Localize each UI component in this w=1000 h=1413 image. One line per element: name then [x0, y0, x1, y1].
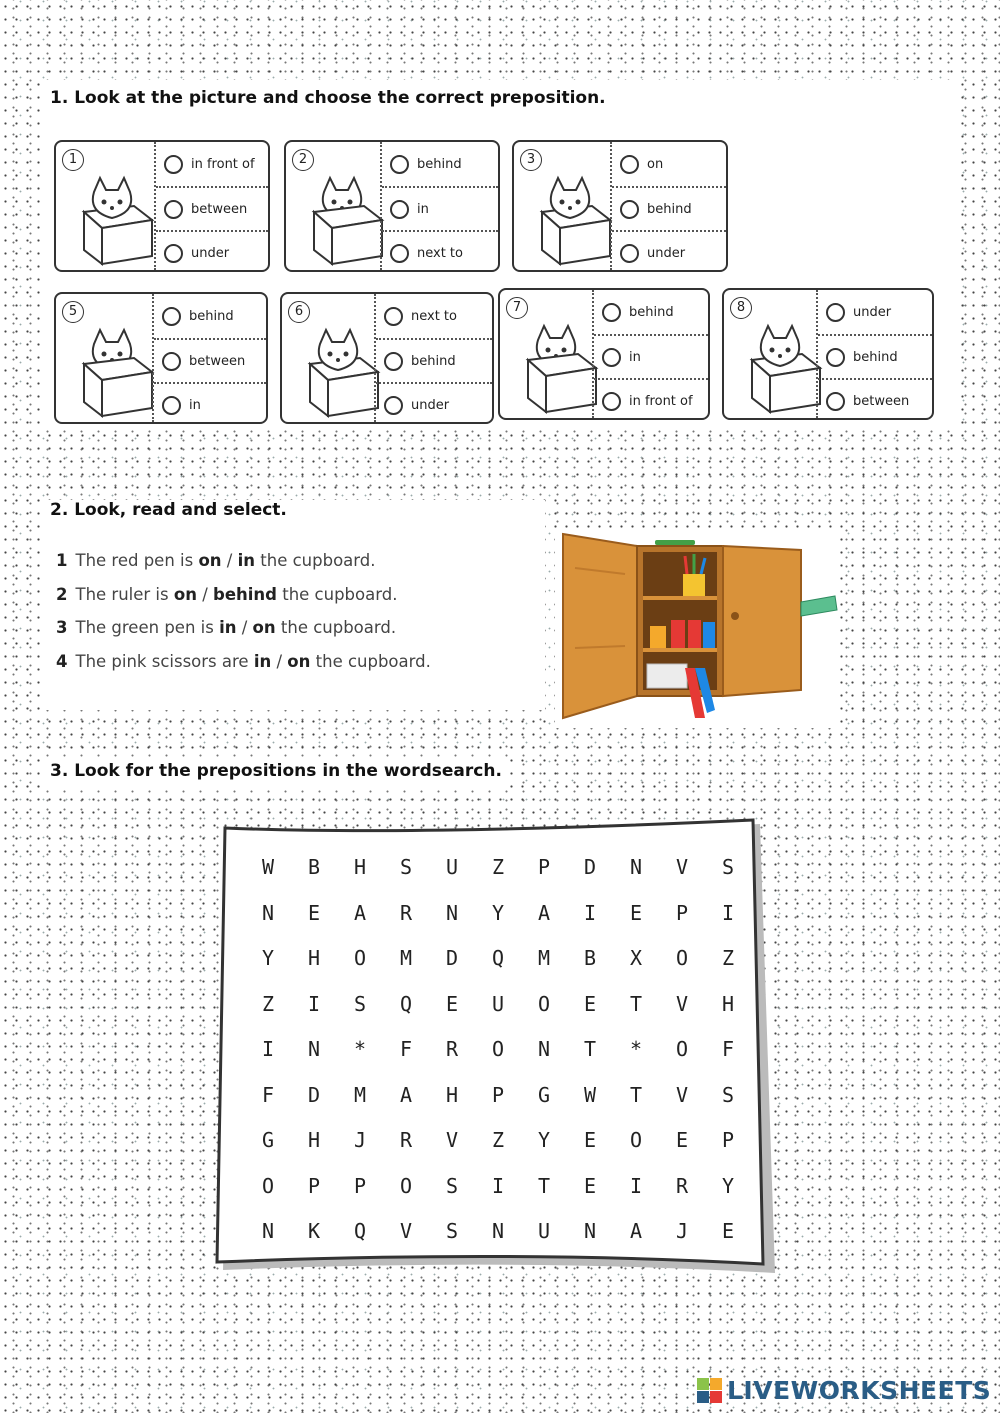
grid-cell[interactable]: N	[583, 1219, 597, 1243]
fox-box-illustration	[290, 324, 385, 425]
grid-cell[interactable]: V	[445, 1128, 459, 1152]
grid-cell[interactable]: V	[675, 1082, 689, 1107]
grid-cell[interactable]: U	[537, 1219, 551, 1243]
option-label: between	[853, 393, 910, 409]
sentence-number: 3	[56, 618, 68, 637]
option-row[interactable]	[376, 294, 492, 338]
option-row[interactable]	[612, 186, 726, 230]
option-label: behind	[411, 353, 456, 369]
option-label: in	[189, 397, 201, 413]
option-row[interactable]	[594, 378, 708, 422]
option-row[interactable]	[154, 294, 266, 338]
option-label: behind	[629, 304, 674, 320]
grid-cell[interactable]: O	[353, 946, 367, 970]
choice-option[interactable]: on	[173, 584, 197, 604]
choice-option[interactable]: on	[287, 651, 311, 671]
grid-cell[interactable]: T	[583, 1037, 597, 1061]
choice-option[interactable]: behind	[213, 584, 277, 604]
card-number: 6	[288, 301, 310, 323]
sentence-text: The red pen is	[75, 551, 199, 570]
option-label: behind	[647, 201, 692, 217]
grid-cell[interactable]: Y	[537, 1128, 551, 1152]
liveworksheets-logo-text: LIVEWORKSHEETS	[727, 1376, 992, 1405]
sentence-text: the cupboard.	[275, 618, 397, 637]
grid-cell[interactable]: O	[675, 946, 689, 970]
grid-cell[interactable]: M	[537, 946, 551, 970]
radio-button[interactable]	[162, 396, 181, 415]
grid-cell[interactable]: H	[307, 1128, 321, 1152]
grid-cell[interactable]: O	[399, 1173, 413, 1198]
grid-cell[interactable]: H	[353, 855, 367, 879]
exercise-card-2	[284, 140, 500, 272]
grid-cell[interactable]: Q	[491, 946, 505, 970]
grid-cell[interactable]: Y	[261, 946, 275, 970]
sentence-4	[56, 652, 431, 671]
grid-cell[interactable]: E	[307, 900, 321, 925]
sentence-2	[56, 585, 397, 604]
card-options	[374, 294, 492, 422]
radio-button[interactable]	[384, 396, 403, 415]
grid-cell[interactable]: G	[261, 1128, 275, 1152]
sentence-text: the cupboard.	[310, 651, 431, 671]
radio-button[interactable]	[164, 200, 183, 219]
grid-cell[interactable]: G	[537, 1082, 551, 1107]
option-row[interactable]	[376, 382, 492, 426]
exercise-card-5	[54, 292, 268, 424]
choice-separator: /	[196, 584, 214, 604]
grid-cell[interactable]: T	[537, 1173, 551, 1198]
grid-cell[interactable]: N	[445, 900, 459, 925]
sentence-1	[56, 551, 376, 570]
grid-cell[interactable]: J	[353, 1128, 367, 1152]
grid-cell[interactable]: O	[261, 1173, 275, 1198]
grid-cell[interactable]: O	[537, 991, 551, 1016]
grid-cell[interactable]: A	[537, 900, 551, 925]
liveworksheets-logo	[697, 1376, 991, 1405]
choice-option[interactable]: in	[253, 651, 272, 671]
grid-cell[interactable]: M	[353, 1082, 367, 1107]
grid-cell[interactable]: I	[721, 900, 735, 925]
radio-button[interactable]	[602, 303, 621, 322]
grid-cell[interactable]: E	[721, 1219, 735, 1243]
grid-cell[interactable]: T	[629, 1082, 643, 1107]
radio-button[interactable]	[620, 155, 639, 174]
grid-cell[interactable]: N	[491, 1219, 505, 1243]
card-options	[592, 290, 708, 418]
grid-cell[interactable]: E	[629, 900, 643, 925]
grid-cell[interactable]: F	[261, 1082, 275, 1107]
grid-cell[interactable]: V	[675, 855, 689, 879]
option-row[interactable]	[156, 142, 268, 186]
grid-cell[interactable]: P	[537, 855, 551, 879]
choice-separator: /	[271, 651, 288, 671]
grid-cell[interactable]: A	[629, 1219, 643, 1243]
card-number: 8	[730, 297, 752, 319]
fox-box-illustration	[508, 320, 603, 421]
grid-cell[interactable]: P	[491, 1082, 505, 1107]
grid-cell[interactable]: H	[307, 946, 321, 970]
choice-separator: /	[236, 618, 253, 637]
radio-button[interactable]	[602, 348, 621, 367]
fox-box-illustration	[64, 172, 159, 273]
option-label: next to	[411, 308, 457, 324]
grid-cell[interactable]: R	[399, 1128, 413, 1152]
grid-cell[interactable]: A	[353, 900, 367, 925]
grid-cell[interactable]: N	[307, 1037, 321, 1061]
liveworksheets-logo-icon	[697, 1378, 723, 1404]
card-number: 7	[506, 297, 528, 319]
option-row[interactable]	[382, 186, 498, 230]
grid-cell[interactable]: W	[583, 1082, 597, 1107]
option-label: in	[629, 349, 641, 365]
radio-button[interactable]	[826, 348, 845, 367]
card-options	[152, 294, 266, 422]
radio-button[interactable]	[162, 352, 181, 371]
grid-cell[interactable]: *	[353, 1037, 367, 1061]
option-label: on	[647, 156, 664, 172]
fox-box-illustration	[64, 324, 159, 425]
grid-cell[interactable]: N	[261, 900, 275, 925]
option-label: in	[417, 201, 429, 217]
choice-option[interactable]: in	[237, 551, 256, 570]
grid-cell[interactable]: *	[629, 1037, 643, 1061]
grid-cell[interactable]: E	[583, 1128, 597, 1152]
option-row[interactable]	[154, 382, 266, 426]
section3-title: 3. Look for the prepositions in the wordsearch.	[44, 761, 508, 781]
sentence-text: the cupboard.	[276, 584, 398, 604]
grid-cell[interactable]: Y	[491, 900, 505, 925]
option-label: in front of	[629, 393, 693, 409]
grid-cell[interactable]: N	[261, 1219, 275, 1243]
grid-cell[interactable]: Z	[491, 1128, 505, 1152]
radio-button[interactable]	[390, 244, 409, 263]
grid-cell[interactable]: A	[399, 1082, 413, 1107]
grid-cell[interactable]: D	[583, 855, 597, 879]
fox-box-illustration	[522, 172, 617, 273]
radio-button[interactable]	[384, 307, 403, 326]
exercise-card-1	[54, 140, 270, 272]
radio-button[interactable]	[164, 244, 183, 263]
option-row[interactable]	[818, 378, 932, 422]
card-options	[380, 142, 498, 270]
option-label: behind	[853, 349, 898, 365]
section1-title: 1. Look at the picture and choose the correct preposition.	[44, 88, 612, 108]
option-row[interactable]	[382, 230, 498, 274]
section2-band	[40, 500, 545, 710]
radio-button[interactable]	[620, 244, 639, 263]
sentence-text: the cupboard.	[255, 551, 376, 570]
card-number: 1	[62, 149, 84, 171]
grid-cell[interactable]: E	[675, 1128, 689, 1152]
grid-cell[interactable]: I	[583, 900, 597, 925]
radio-button[interactable]	[826, 303, 845, 322]
grid-cell[interactable]: I	[629, 1173, 643, 1198]
grid-cell[interactable]: N	[629, 855, 643, 879]
grid-cell[interactable]: V	[399, 1219, 413, 1243]
grid-cell[interactable]: E	[445, 991, 459, 1016]
grid-cell[interactable]: K	[307, 1219, 321, 1243]
grid-cell[interactable]: R	[399, 900, 413, 925]
grid-cell[interactable]: Z	[261, 991, 275, 1016]
radio-button[interactable]	[164, 155, 183, 174]
exercise-card-8	[722, 288, 934, 420]
option-row[interactable]	[818, 334, 932, 378]
grid-cell[interactable]: I	[261, 1037, 275, 1061]
option-label: under	[647, 245, 686, 261]
grid-cell[interactable]: B	[307, 855, 321, 879]
radio-button[interactable]	[162, 307, 181, 326]
option-label: behind	[189, 308, 234, 324]
fox-box-illustration	[732, 320, 827, 421]
fox-box-illustration	[294, 172, 389, 273]
sentence-number: 1	[56, 551, 68, 570]
grid-cell[interactable]: Q	[399, 991, 413, 1016]
option-row[interactable]	[612, 142, 726, 186]
option-row[interactable]	[382, 142, 498, 186]
cupboard-image	[555, 528, 840, 728]
option-label: next to	[417, 245, 463, 261]
section2-title: 2. Look, read and select.	[44, 500, 293, 520]
radio-button[interactable]	[384, 352, 403, 371]
choice-separator: /	[221, 551, 238, 570]
grid-cell[interactable]: M	[399, 946, 413, 970]
option-row[interactable]	[612, 230, 726, 274]
option-row[interactable]	[376, 338, 492, 382]
grid-cell[interactable]: U	[491, 991, 505, 1016]
radio-button[interactable]	[390, 200, 409, 219]
option-label: behind	[417, 156, 462, 172]
grid-cell[interactable]: F	[399, 1037, 413, 1061]
grid-cell[interactable]: I	[491, 1173, 505, 1198]
grid-cell[interactable]: Z	[721, 946, 735, 970]
sentence-text: The green pen is	[75, 618, 220, 637]
grid-cell[interactable]: R	[445, 1037, 459, 1061]
option-label: under	[853, 304, 892, 320]
choice-option[interactable]: on	[198, 551, 222, 570]
grid-cell[interactable]: F	[721, 1037, 735, 1061]
card-number: 3	[520, 149, 542, 171]
grid-cell[interactable]: H	[445, 1082, 459, 1107]
grid-cell[interactable]: Q	[353, 1219, 367, 1243]
grid-cell[interactable]: N	[537, 1037, 551, 1061]
choice-option[interactable]: in	[219, 618, 237, 637]
option-row[interactable]	[154, 338, 266, 382]
exercise-card-6	[280, 292, 494, 424]
card-options	[610, 142, 726, 270]
exercise-card-3	[512, 140, 728, 272]
sentence-text: The ruler is	[75, 584, 174, 604]
option-row[interactable]	[818, 290, 932, 334]
card-options	[154, 142, 268, 270]
grid-cell[interactable]: B	[583, 946, 597, 970]
grid-cell[interactable]: H	[721, 991, 735, 1016]
option-label: in front of	[191, 156, 255, 172]
grid-cell[interactable]: J	[675, 1219, 689, 1243]
grid-cell[interactable]: S	[445, 1219, 459, 1243]
grid-cell[interactable]: D	[445, 946, 459, 970]
option-row[interactable]	[594, 290, 708, 334]
grid-cell[interactable]: P	[721, 1128, 735, 1152]
option-row[interactable]	[156, 186, 268, 230]
option-label: under	[411, 397, 450, 413]
option-row[interactable]	[156, 230, 268, 274]
radio-button[interactable]	[620, 200, 639, 219]
option-label: under	[191, 245, 230, 261]
grid-cell[interactable]: U	[445, 855, 459, 879]
grid-cell[interactable]: Z	[491, 855, 505, 879]
grid-cell[interactable]: X	[629, 946, 643, 970]
grid-cell[interactable]: S	[445, 1173, 459, 1198]
option-row[interactable]	[594, 334, 708, 378]
grid-cell[interactable]: E	[583, 1173, 597, 1198]
grid-cell[interactable]: V	[675, 991, 689, 1016]
grid-cell[interactable]: O	[675, 1037, 689, 1061]
grid-cell[interactable]: D	[307, 1082, 321, 1107]
grid-cell[interactable]: S	[721, 855, 735, 879]
radio-button[interactable]	[826, 392, 845, 411]
option-label: between	[191, 201, 248, 217]
grid-cell[interactable]: R	[675, 1173, 689, 1198]
sentence-number: 2	[56, 584, 68, 604]
grid-cell[interactable]: S	[353, 991, 367, 1016]
radio-button[interactable]	[602, 392, 621, 411]
card-options	[816, 290, 932, 418]
grid-cell[interactable]: P	[353, 1173, 367, 1198]
exercise-card-7	[498, 288, 710, 420]
grid-cell[interactable]: W	[261, 855, 275, 879]
grid-cell[interactable]: O	[491, 1037, 505, 1061]
sentence-number: 4	[56, 651, 68, 671]
grid-cell[interactable]: P	[675, 900, 689, 925]
grid-cell[interactable]: O	[629, 1128, 643, 1152]
grid-cell[interactable]: S	[721, 1082, 735, 1107]
grid-cell[interactable]: S	[399, 855, 413, 879]
radio-button[interactable]	[390, 155, 409, 174]
grid-cell[interactable]: Y	[721, 1173, 735, 1198]
grid-cell[interactable]: P	[307, 1173, 321, 1198]
grid-cell[interactable]: T	[629, 991, 643, 1016]
sentence-3	[56, 618, 396, 637]
grid-cell[interactable]: I	[307, 991, 321, 1016]
option-label: between	[189, 353, 246, 369]
choice-option[interactable]: on	[252, 618, 276, 637]
grid-cell[interactable]: E	[583, 991, 597, 1016]
card-number: 5	[62, 301, 84, 323]
card-number: 2	[292, 149, 314, 171]
sentence-text: The pink scissors are	[75, 651, 254, 671]
wordsearch-grid	[245, 845, 750, 1255]
